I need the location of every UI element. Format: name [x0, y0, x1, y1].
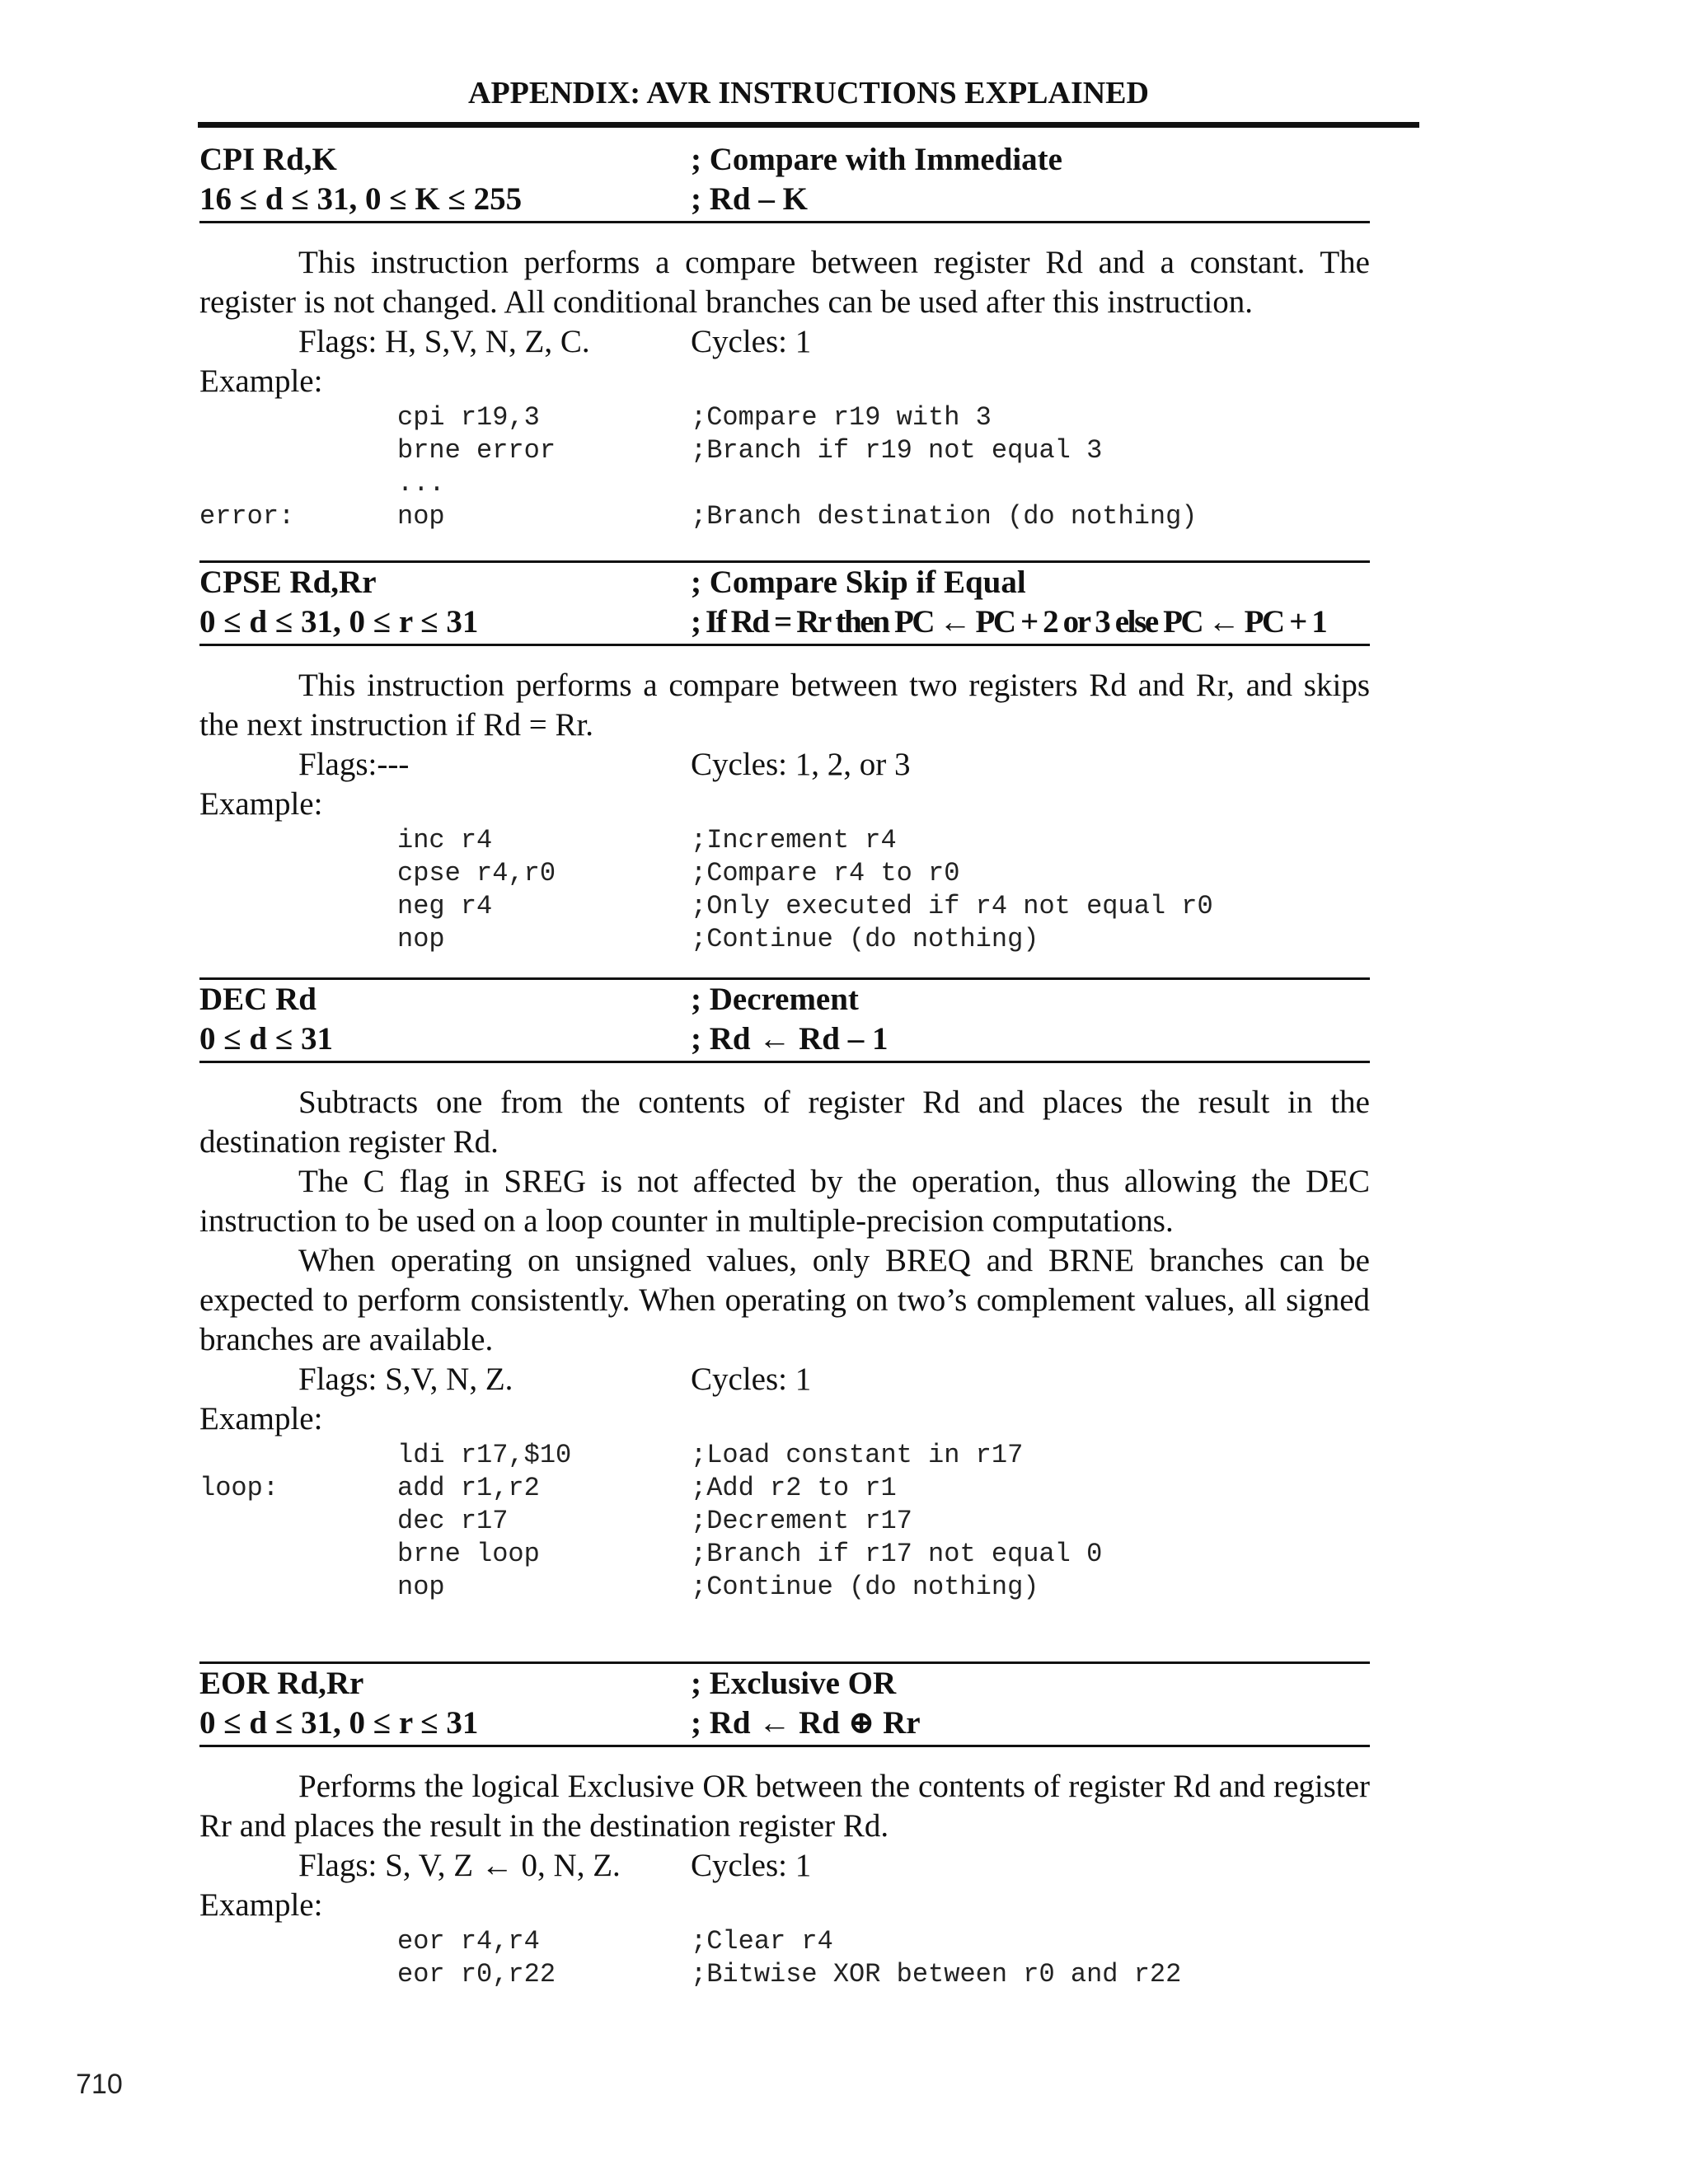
section-eor	[199, 1661, 1370, 1991]
cycles: Cycles: 1, 2, or 3	[691, 747, 911, 782]
code-line: brne loop ;Branch if r17 not equal 0	[397, 1539, 1103, 1569]
paragraph: Performs the logical Exclusive OR between the contents of register Rd and register Rr and places the result in the destination register Rd.	[199, 1769, 1370, 1844]
cycles: Cycles: 1	[691, 1848, 812, 1883]
example-label: Example:	[199, 363, 323, 399]
code-line: dec r17 ;Decrement r17	[397, 1506, 912, 1536]
description	[199, 1767, 1370, 1846]
code-example	[199, 401, 1370, 533]
code-line: nop ;Continue (do nothing)	[397, 1572, 1039, 1602]
code-line: cpi r19,3 ;Compare r19 with 3	[397, 402, 992, 433]
example-label: Example:	[199, 786, 323, 822]
description	[199, 666, 1370, 745]
operation: ; Rd ← Rd ⊕ Rr	[691, 1705, 921, 1741]
paragraph: Subtracts one from the contents of register Rd and places the result in the destination register Rd.	[199, 1085, 1370, 1160]
flags-row	[199, 745, 1370, 785]
operation: ; Rd ← Rd – 1	[691, 1021, 889, 1057]
operation: ; If Rd = Rr then PC ← PC + 2 or 3 else PC ← PC + 1	[691, 604, 1326, 640]
description	[199, 1083, 1370, 1360]
page-header: APPENDIX: AVR INSTRUCTIONS EXPLAINED	[468, 76, 1149, 110]
code-line: cpse r4,r0 ;Compare r4 to r0	[397, 858, 960, 888]
instruction-header	[199, 1661, 1370, 1747]
flags-row	[199, 1846, 1370, 1886]
instruction-description: ; Compare Skip if Equal	[691, 565, 1026, 600]
flags: Flags:---	[298, 747, 410, 782]
instruction-header	[199, 977, 1370, 1063]
section-dec	[199, 977, 1370, 1604]
instruction-name: DEC Rd	[199, 982, 316, 1017]
instruction-name: EOR Rd,Rr	[199, 1666, 364, 1701]
example-label: Example:	[199, 1401, 323, 1436]
header-rule	[198, 122, 1419, 128]
section-cpse	[199, 560, 1370, 956]
operand-range: 16 ≤ d ≤ 31, 0 ≤ K ≤ 255	[199, 181, 523, 217]
operand-range: 0 ≤ d ≤ 31	[199, 1021, 333, 1057]
instruction-description: ; Decrement	[691, 982, 859, 1017]
operand-range: 0 ≤ d ≤ 31, 0 ≤ r ≤ 31	[199, 604, 479, 640]
code-line: inc r4 ;Increment r4	[397, 825, 897, 855]
section-cpi	[199, 140, 1370, 533]
operand-range: 0 ≤ d ≤ 31, 0 ≤ r ≤ 31	[199, 1705, 479, 1741]
instruction-header	[199, 140, 1370, 223]
cycles: Cycles: 1	[691, 324, 812, 359]
code-line: brne error ;Branch if r19 not equal 3	[397, 435, 1103, 466]
code-example	[199, 1439, 1370, 1604]
flags: Flags: H, S,V, N, Z, C.	[298, 324, 590, 359]
instruction-name: CPI Rd,K	[199, 142, 337, 177]
cycles: Cycles: 1	[691, 1361, 812, 1397]
paragraph: This instruction performs a compare between register Rd and a constant. The register is not changed. All conditional branches can be used after this instruction.	[199, 245, 1370, 320]
code-line: ...	[397, 468, 445, 499]
paragraph: The C flag in SREG is not affected by the operation, thus allowing the DEC instruction to be used on a loop counter in multiple-precision computations.	[199, 1164, 1370, 1239]
code-example	[199, 824, 1370, 956]
flags-row	[199, 1360, 1370, 1399]
page-number: 710	[76, 2069, 123, 2100]
flags: Flags: S,V, N, Z.	[298, 1361, 513, 1397]
code-line: eor r4,r4 ;Clear r4	[397, 1926, 833, 1957]
description	[199, 243, 1370, 322]
operation: ; Rd – K	[691, 181, 808, 217]
flags: Flags: S, V, Z ← 0, N, Z.	[298, 1848, 621, 1883]
instruction-name: CPSE Rd,Rr	[199, 565, 377, 600]
paragraph: This instruction performs a compare between two registers Rd and Rr, and skips the next instruction if Rd = Rr.	[199, 668, 1370, 743]
instruction-header	[199, 560, 1370, 646]
code-line: ldi r17,$10 ;Load constant in r17	[397, 1440, 1024, 1470]
instruction-description: ; Compare with Immediate	[691, 142, 1062, 177]
code-line: nop ;Continue (do nothing)	[397, 924, 1039, 954]
code-example	[199, 1925, 1370, 1991]
code-line: loop: add r1,r2 ;Add r2 to r1	[199, 1473, 897, 1503]
instruction-description: ; Exclusive OR	[691, 1666, 897, 1701]
code-line: error: nop ;Branch destination (do nothing)	[199, 501, 1198, 532]
code-line: eor r0,r22 ;Bitwise XOR between r0 and r22	[397, 1959, 1182, 1990]
paragraph: When operating on unsigned values, only BREQ and BRNE branches can be expected to perform consistently. When operating on two’s complement values, all signed branches are available.	[199, 1243, 1370, 1357]
flags-row	[199, 322, 1370, 362]
example-label: Example:	[199, 1887, 323, 1923]
code-line: neg r4 ;Only executed if r4 not equal r0	[397, 891, 1213, 921]
